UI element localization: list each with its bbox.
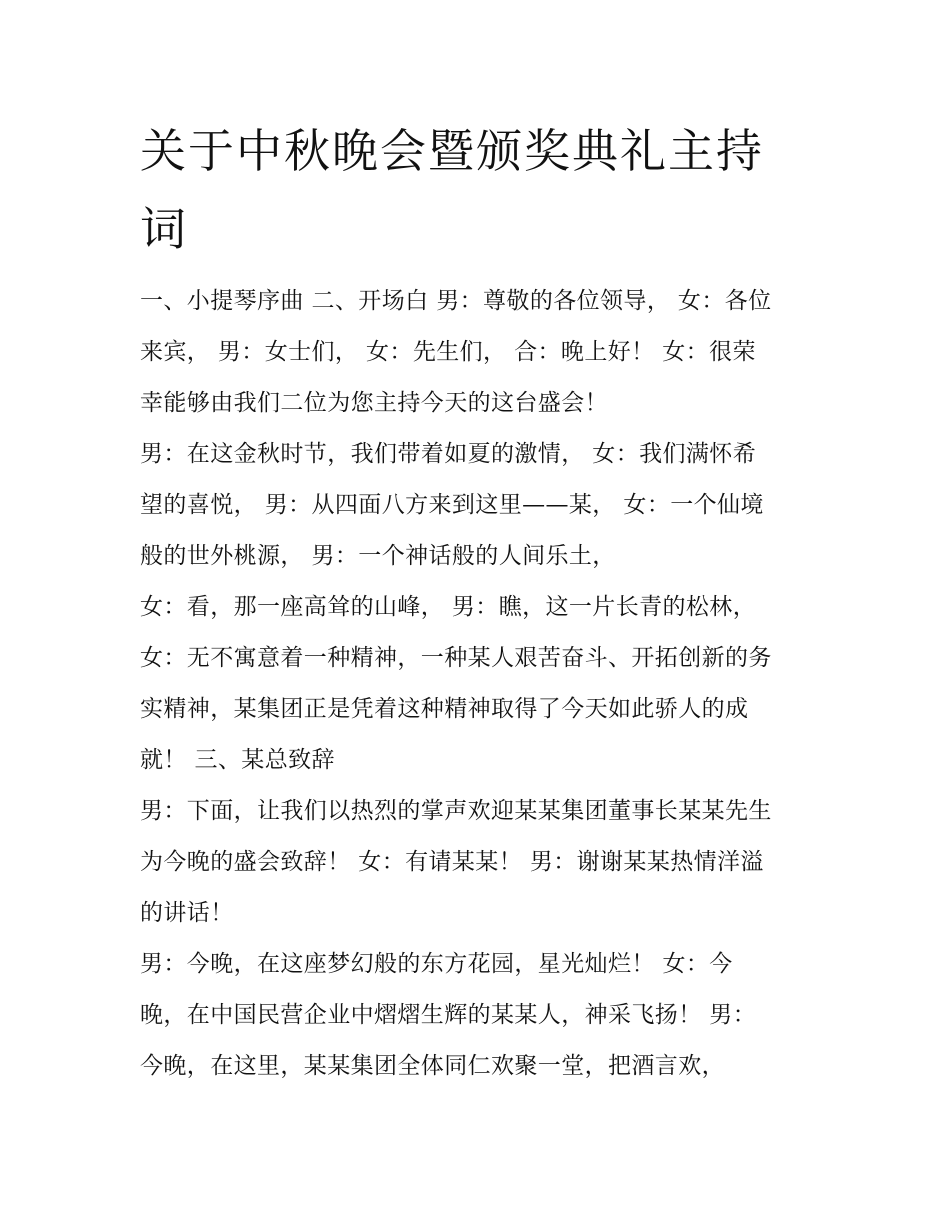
title-line-1: 关于中秋晚会暨颁奖典礼主持: [140, 124, 764, 178]
body-line: 幸能够由我们二位为您主持今天的这台盛会！: [140, 390, 608, 416]
title-line-2: 词: [140, 202, 188, 256]
body-line: 望的喜悦， 男：从四面八方来到这里——某， 女：一个仙境: [140, 492, 764, 518]
body-line: 女：看，那一座高耸的山峰， 男：瞧，这一片长青的松林，: [140, 594, 757, 620]
document-title: [140, 112, 820, 268]
body-line: 就！ 三、某总致辞: [140, 747, 335, 773]
body-line: 女：无不寓意着一种精神，一种某人艰苦奋斗、开拓创新的务: [140, 645, 772, 671]
body-line: 今晚，在这里，某某集团全体同仁欢聚一堂，把酒言欢，: [140, 1053, 725, 1079]
body-line: 般的世外桃源， 男：一个神话般的人间乐土，: [140, 543, 616, 569]
body-line: 一、小提琴序曲 二、开场白 男：尊敬的各位领导， 女：各位: [140, 288, 772, 314]
body-line: 来宾， 男：女士们， 女：先生们， 合：晚上好！ 女：很荣: [140, 339, 756, 365]
body-line: 晚，在中国民营企业中熠熠生辉的某某人，神采飞扬！ 男：: [140, 1002, 757, 1028]
body-line: 男：下面，让我们以热烈的掌声欢迎某某集团董事长某某先生: [140, 798, 772, 824]
document-body: [140, 276, 830, 1092]
body-line: 的讲话！: [140, 900, 234, 926]
body-line: 为今晚的盛会致辞！ 女：有请某某！ 男：谢谢某某热情洋溢: [140, 849, 764, 875]
body-line: 男：今晚，在这座梦幻般的东方花园，星光灿烂！ 女：今: [140, 951, 733, 977]
body-line: 男：在这金秋时节，我们带着如夏的激情， 女：我们满怀希: [140, 441, 757, 467]
body-line: 实精神，某集团正是凭着这种精神取得了今天如此骄人的成: [140, 696, 749, 722]
